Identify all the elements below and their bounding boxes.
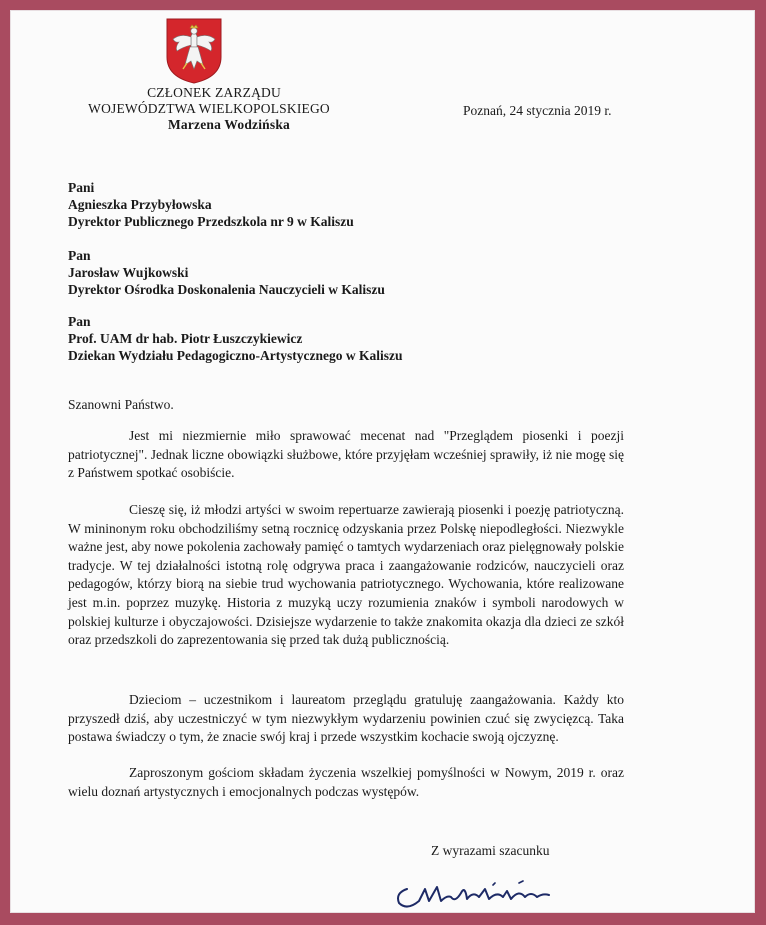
addressee-block <box>68 179 354 230</box>
coat-of-arms-eagle-icon <box>163 17 225 85</box>
addressee-title: Dziekan Wydziału Pedagogiczno-Artystycznego w Kaliszu <box>68 348 403 363</box>
addressee-block <box>68 313 402 364</box>
sender-name: Marzena Wodzińska <box>167 117 291 132</box>
handwritten-signature <box>389 871 589 911</box>
addressee-title: Dyrektor Ośrodka Doskonalenia Nauczycieli w Kaliszu <box>68 282 385 297</box>
sender-title-line2: WOJEWÓDZTWA WIELKOPOLSKIEGO <box>88 101 330 116</box>
body-paragraph: Jest mi niezmiernie miło sprawować mecenat nad "Przeglądem piosenki i poezji patriotycznej". Jednak liczne obowiązki służbowe, które przyjęłam wcześniej sprawiły, iż nie mogę się z Państwem spotkać osobiście. <box>68 428 624 481</box>
addressee-name: Agnieszka Przybyłowska <box>68 197 212 212</box>
addressee-title: Dyrektor Publicznego Przedszkola nr 9 w Kaliszu <box>68 214 354 229</box>
addressee-name: Prof. UAM dr hab. Piotr Łuszczykiewicz <box>68 331 303 346</box>
greeting: Szanowni Państwo. <box>68 397 174 412</box>
addressee-salutation: Pan <box>68 314 91 329</box>
addressee-block <box>68 247 385 298</box>
addressee-salutation: Pani <box>68 180 95 195</box>
sender-header <box>69 85 349 133</box>
body-paragraph: Zaproszonym gościom składam życzenia wszelkiej pomyślności w Nowym, 2019 r. oraz wielu doznań artystycznych i emocjonalnych podczas występów. <box>68 765 624 799</box>
letter-date: Poznań, 24 stycznia 2019 r. <box>463 103 612 118</box>
addressee-salutation: Pan <box>68 248 91 263</box>
addressee-name: Jarosław Wujkowski <box>68 265 189 280</box>
page-frame <box>10 10 755 913</box>
body-paragraph: Cieszę się, iż młodzi artyści w swoim repertuarze zawierają piosenki i poezję patriotyczną. W mininonym roku obchodziliśmy setną rocznicę odzyskania przez Polskę niepodległości. Niezwykle ważne jest, aby nowe pokolenia zachowały pamięć o tamtych wydarzeniach oraz pielęgnowały polskie tradycje. W tej działalności istotną rolę odgrywa praca i zaangażowanie rodziców, nauczycieli oraz pedagogów, którzy biorą na siebie trud wychowania patriotycznego. Wychowania, które realizowane jest m.in. poprzez muzykę. Historia z muzyką uczy rozumienia znaków i symboli narodowych w polskiej kulturze i obyczajowości. Dzisiejsze wydarzenie to także znakomita okazja dla dzieci ze szkół oraz przedszkoli do zaprezentowania się przed tak dużą publicznością. <box>68 502 624 648</box>
letter-page <box>10 10 755 913</box>
closing-phrase: Z wyrazami szacunku <box>431 843 550 858</box>
sender-title-line1: CZŁONEK ZARZĄDU <box>147 85 281 100</box>
body-paragraph: Dzieciom – uczestnikom i laureatom przeglądu gratuluję zaangażowania. Każdy kto przyszedł dziś, aby uczestniczyć w tym niezwykłym wydarzeniu powinien czuć się zwycięzcą. Taka postawa świadczy o tym, że znacie swój kraj i przede wszystkim kochacie swoją ojczyznę. <box>68 692 624 745</box>
